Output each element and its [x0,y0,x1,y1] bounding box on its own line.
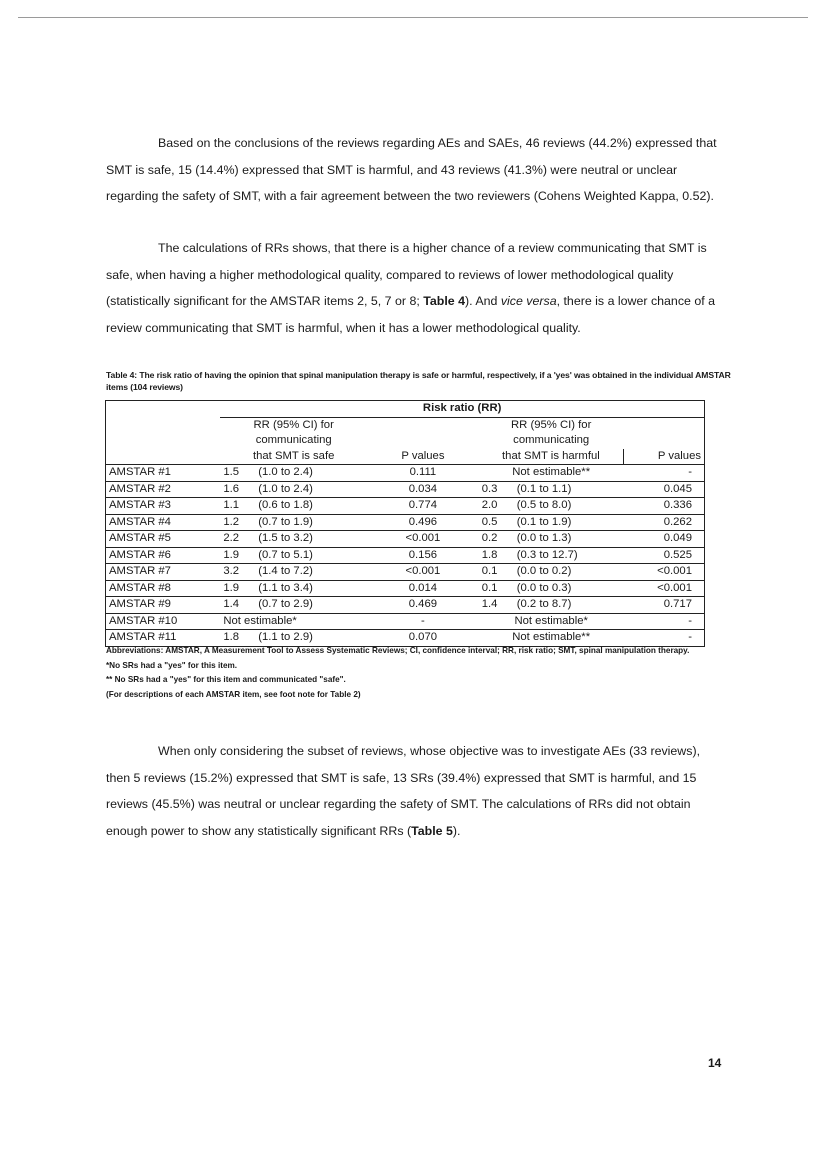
col-p-values-safe-header: P values [367,449,479,465]
amstar-item-cell: AMSTAR #10 [106,613,221,630]
amstar-item-cell: AMSTAR #6 [106,547,221,564]
note-abbreviations: Abbreviations: AMSTAR, A Measurement Tool to Assess Systematic Reviews; CI, confidence interval; RR, risk ratio; SMT, spinal manipulation therapy. [106,646,690,655]
harm-ci-cell: (0.0 to 0.2) [514,564,624,581]
safe-ci-cell: (0.7 to 2.9) [255,597,367,614]
safe-rr-cell: 1.6 [220,481,255,498]
safe-rr-cell: 1.8 [220,630,255,647]
paragraph-3-text-a: When only considering the subset of reviews, whose objective was to investigate AEs (33 reviews), then 5 reviews (15.2%) expressed that SMT is safe, 13 SRs (39.4%) expressed that SMT is harmful, and 15 reviews (45.5%) was neutral or unclear regarding the safety of SMT. The calculations of RRs did not obtain enough power to show any statistically significant RRs ( [106,744,701,838]
table-header-row-3 [106,449,705,465]
table-row [106,465,705,482]
harm-rr-cell: 1.8 [479,547,514,564]
safe-p-value-cell: 0.014 [367,580,479,597]
harm-ci-cell: (0.3 to 12.7) [514,547,624,564]
safe-p-value-cell: <0.001 [367,564,479,581]
harm-ci-cell: (0.1 to 1.1) [514,481,624,498]
table-group-header-row [106,401,705,418]
table-row [106,531,705,548]
table-row [106,613,705,630]
harm-rr-cell: 0.1 [479,564,514,581]
paragraph-2-text-b: ). And [465,294,501,308]
harm-not-estimable-cell: Not estimable* [479,613,624,630]
safe-p-value-cell: 0.469 [367,597,479,614]
table-row [106,580,705,597]
table-row [106,481,705,498]
harm-p-value-cell: 0.525 [624,547,705,564]
table-row [106,514,705,531]
harm-rr-cell: 0.1 [479,580,514,597]
col-p-values-harm-header: P values [624,449,705,465]
risk-ratio-table [105,400,705,647]
table-caption: Table 4: The risk ratio of having the opinion that spinal manipulation therapy is safe or harmful, respectively, if a 'yes' was obtained in the individual AMSTAR items (104 reviews) [106,370,731,392]
safe-rr-cell: 1.5 [220,465,255,482]
harm-p-value-cell: 0.049 [624,531,705,548]
safe-ci-cell: (1.1 to 2.9) [255,630,367,647]
table-row [106,597,705,614]
paragraph-3-text-b: ). [452,823,461,838]
harm-p-value-cell: <0.001 [624,580,705,597]
vice-versa-italic: vice versa [500,294,557,308]
col-safe-header-line-1: RR (95% CI) for [253,418,334,431]
harm-p-value-cell: 0.262 [624,514,705,531]
amstar-item-cell: AMSTAR #2 [106,481,221,498]
harm-p-value-cell: - [624,613,705,630]
safe-p-value-cell: - [367,613,479,630]
safe-rr-cell: 1.9 [220,580,255,597]
safe-p-value-cell: 0.034 [367,481,479,498]
amstar-item-cell: AMSTAR #1 [106,465,221,482]
harm-ci-cell: (0.0 to 0.3) [514,580,624,597]
harm-p-value-cell: 0.717 [624,597,705,614]
table-row [106,547,705,564]
col-harm-header-line-1: RR (95% CI) for [510,418,592,431]
paragraph-2-text-a: The calculations of RRs shows, that there is a higher chance of a review communicating that SMT is safe, when having a higher methodological quality, compared to reviews of lower methodological quality (statistically significant for the AMSTAR items 2, 5, 7 or 8; [106,241,707,308]
note-double-asterisk: ** No SRs had a "yes" for this item and communicated "safe". [106,675,346,685]
table-header-row-2 [106,433,705,449]
col-safe-header-line-3: that SMT is safe [220,449,367,465]
harm-ci-cell: (0.2 to 8.7) [514,597,624,614]
harm-rr-cell: 1.4 [479,597,514,614]
paragraph-1 [106,130,726,210]
col-harm-header-line-2: communicating [513,434,590,446]
safe-ci-cell: (1.5 to 3.2) [255,531,367,548]
safe-rr-cell: 1.4 [220,597,255,614]
amstar-item-cell: AMSTAR #9 [106,597,221,614]
harm-rr-cell: 0.2 [479,531,514,548]
header-rule [18,17,808,18]
amstar-item-cell: AMSTAR #11 [106,630,221,647]
paragraph-3 [106,738,726,844]
harm-not-estimable-cell: Not estimable** [479,630,624,647]
amstar-item-cell: AMSTAR #5 [106,531,221,548]
safe-p-value-cell: 0.496 [367,514,479,531]
safe-not-estimable-cell: Not estimable* [220,613,367,630]
col-safe-header-line-2: communicating [255,434,332,446]
table-body [106,465,705,647]
harm-p-value-cell: - [624,465,705,482]
safe-p-value-cell: 0.774 [367,498,479,515]
harm-rr-cell: 0.3 [479,481,514,498]
harm-p-value-cell: - [624,630,705,647]
safe-ci-cell: (0.7 to 5.1) [255,547,367,564]
harm-rr-cell: 0.5 [479,514,514,531]
safe-rr-cell: 3.2 [220,564,255,581]
risk-ratio-group-header: Risk ratio (RR) [220,401,704,418]
safe-rr-cell: 1.9 [220,547,255,564]
table-row [106,564,705,581]
harm-p-value-cell: 0.336 [624,498,705,515]
page-number: 14 [708,1056,722,1070]
note-amstar-descriptions: (For descriptions of each AMSTAR item, see foot note for Table 2) [106,689,361,699]
safe-p-value-cell: 0.111 [367,465,479,482]
header-empty-cell [106,401,221,418]
harm-ci-cell: (0.1 to 1.9) [514,514,624,531]
harm-p-value-cell: 0.045 [624,481,705,498]
safe-p-value-cell: 0.156 [367,547,479,564]
amstar-item-cell: AMSTAR #3 [106,498,221,515]
safe-ci-cell: (0.7 to 1.9) [255,514,367,531]
safe-ci-cell: (0.6 to 1.8) [255,498,367,515]
safe-ci-cell: (1.4 to 7.2) [255,564,367,581]
harm-rr-cell: 2.0 [479,498,514,515]
amstar-item-cell: AMSTAR #4 [106,514,221,531]
safe-ci-cell: (1.1 to 3.4) [255,580,367,597]
harm-ci-cell: (0.5 to 8.0) [514,498,624,515]
paragraph-2-text-c: , there is a lower chance of a review communicating that SMT is harmful, when it has a lower methodological quality. [106,294,716,335]
paragraph-2 [106,235,726,341]
table-notes [106,644,732,702]
paragraph-1-text: Based on the conclusions of the reviews regarding AEs and SAEs, 46 reviews (44.2%) expressed that SMT is safe, 15 (14.4%) expressed that SMT is harmful, and 43 reviews (41.3%) were neutral or unclear regarding the safety of SMT, with a fair agreement between the two reviewers (Cohens Weighted Kappa, 0.52). [106,136,717,203]
safe-rr-cell: 2.2 [220,531,255,548]
safe-ci-cell: (1.0 to 2.4) [255,465,367,482]
safe-rr-cell: 1.1 [220,498,255,515]
harm-ci-cell: (0.0 to 1.3) [514,531,624,548]
table-5-reference: Table 5 [411,823,453,838]
harm-not-estimable-cell: Not estimable** [479,465,624,482]
safe-rr-cell: 1.2 [220,514,255,531]
safe-p-value-cell: 0.070 [367,630,479,647]
amstar-item-cell: AMSTAR #8 [106,580,221,597]
safe-ci-cell: (1.0 to 2.4) [255,481,367,498]
harm-p-value-cell: <0.001 [624,564,705,581]
table-4-reference: Table 4 [423,294,465,308]
col-harm-header-line-3: that SMT is harmful [479,449,624,465]
table-row [106,498,705,515]
safe-p-value-cell: <0.001 [367,531,479,548]
amstar-item-cell: AMSTAR #7 [106,564,221,581]
note-single-asterisk: *No SRs had a "yes" for this item. [106,660,238,670]
table-header-row-1 [106,417,705,433]
